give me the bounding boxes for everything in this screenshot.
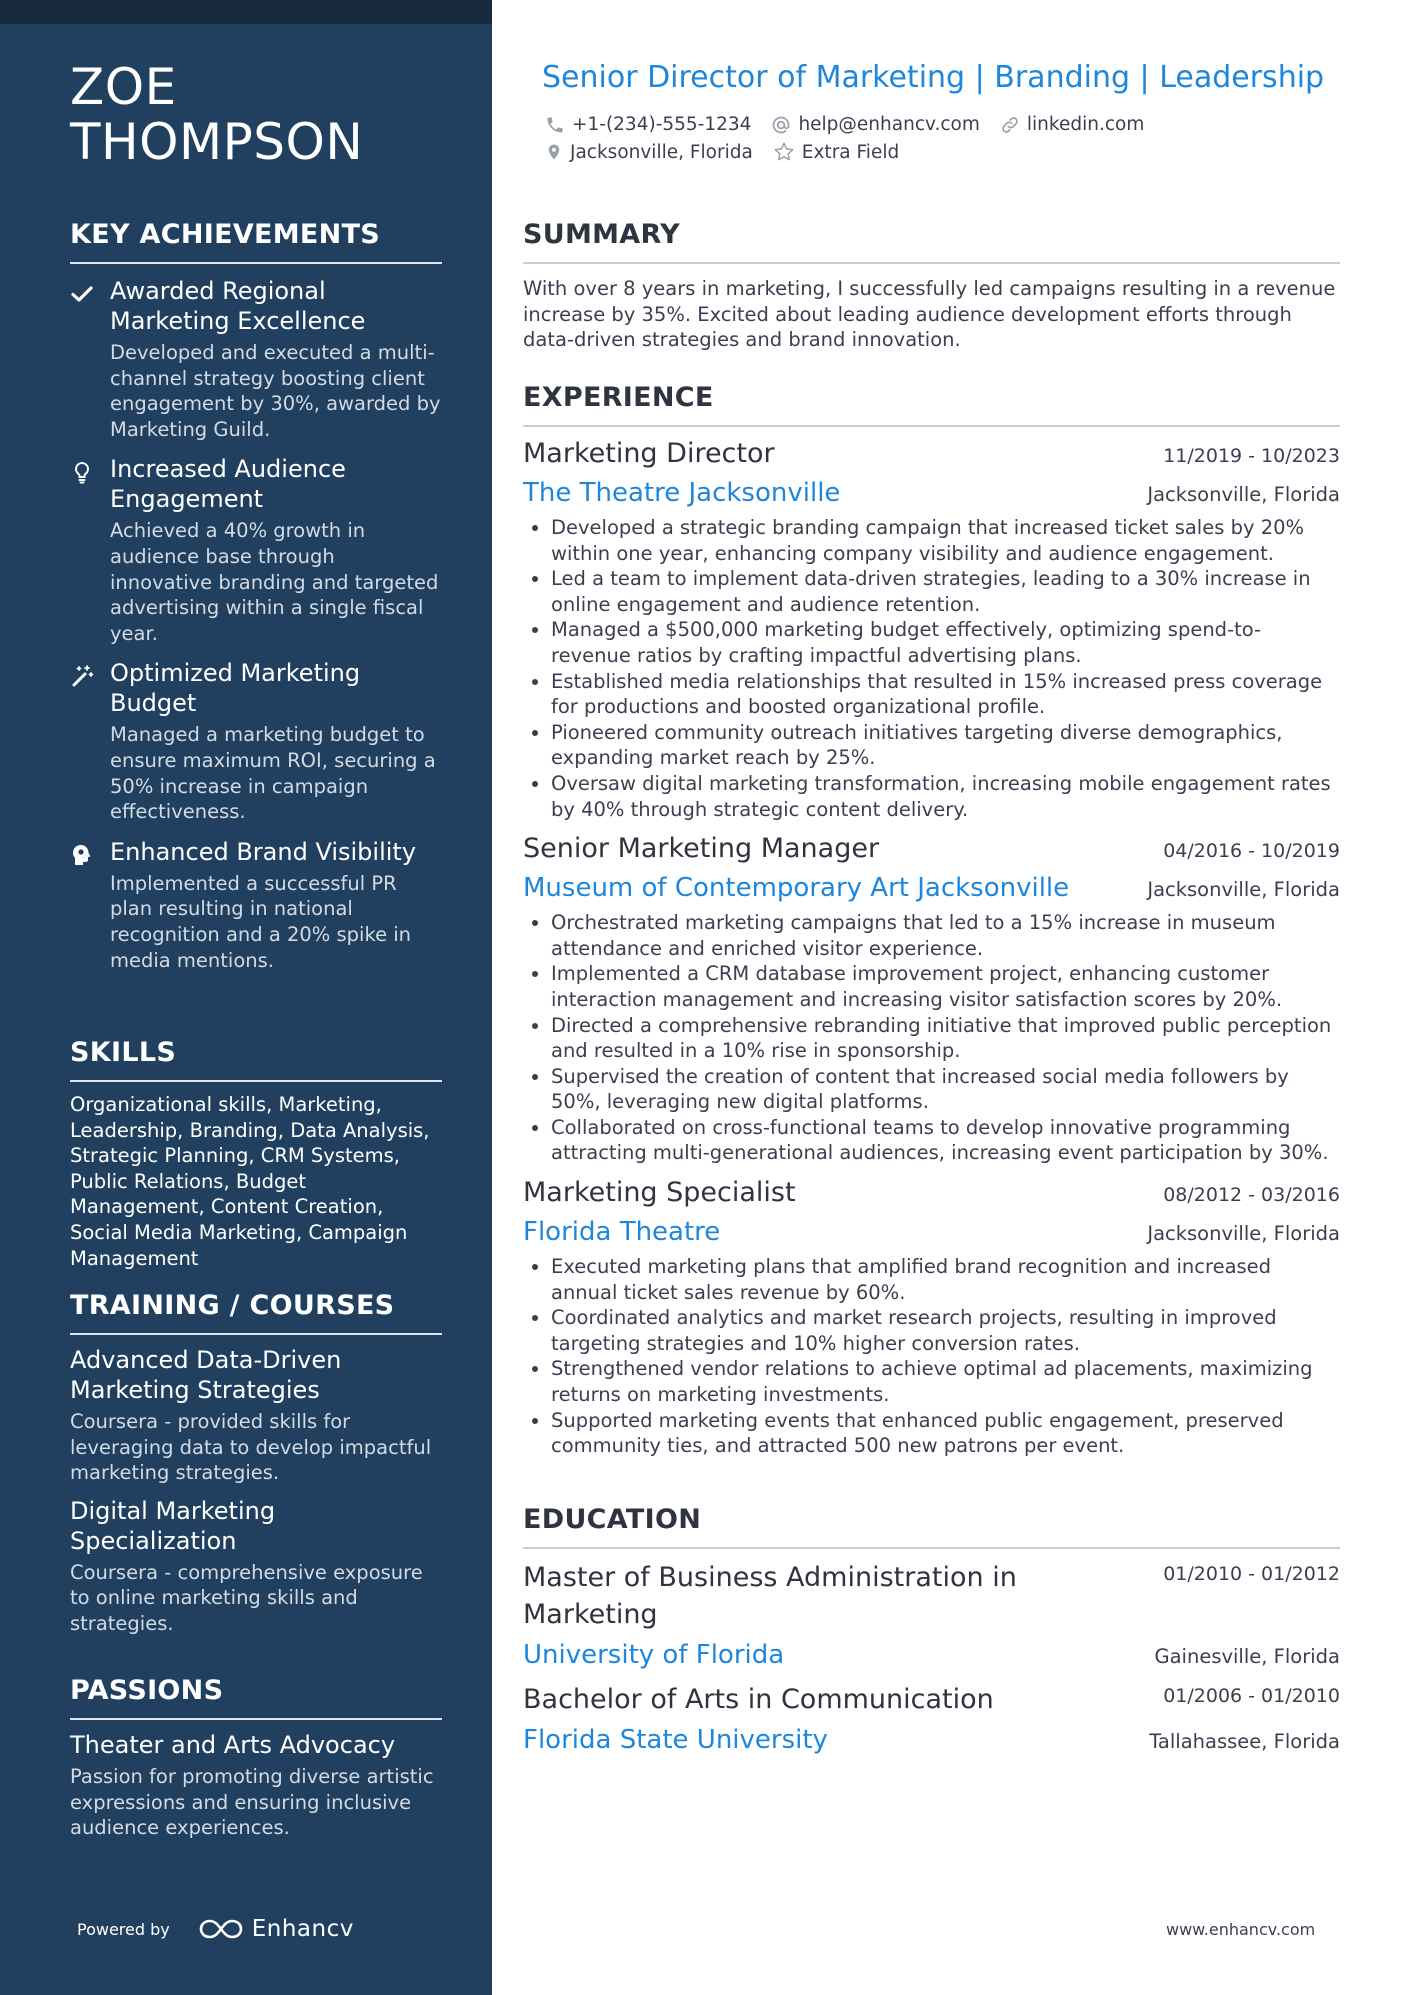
job-bullets xyxy=(523,1254,1340,1459)
achievement-title: Increased Audience Engagement xyxy=(110,455,346,514)
passion-item xyxy=(70,1730,442,1841)
degree-title: Bachelor of Arts in Communication xyxy=(523,1684,994,1715)
first-name: ZOE xyxy=(70,58,177,116)
training-section xyxy=(70,1289,442,1637)
location-text: Jacksonville, Florida xyxy=(570,141,753,163)
powered-by xyxy=(77,1914,354,1944)
achievement-description: Developed and executed a multi-channel strategy boosting client engagement by 30%, awarded by Marketing Guild. xyxy=(110,341,441,441)
contact-row-1 xyxy=(545,114,1164,135)
summary-heading: SUMMARY xyxy=(523,218,1340,264)
job-entry xyxy=(523,437,1340,822)
job-bullet: Established media relationships that resulted in 15% increased press coverage for productions and boosted organizational profile. xyxy=(523,669,1340,720)
achievement-description: Achieved a 40% growth in audience base through innovative branding and targeted advertising within a single fiscal year. xyxy=(110,519,439,645)
experience-heading: EXPERIENCE xyxy=(523,381,1340,427)
contact-email[interactable] xyxy=(771,114,979,135)
phone-icon xyxy=(545,115,565,135)
head-idea-icon xyxy=(70,843,94,867)
passion-description: Passion for promoting diverse artistic expressions and ensuring inclusive audience experiences. xyxy=(70,1765,434,1840)
achievement-title: Optimized Marketing Budget xyxy=(110,659,361,718)
achievement-item xyxy=(70,837,442,973)
education-section xyxy=(523,1503,1340,1756)
job-bullet: Pioneered community outreach initiatives targeting diverse demographics, expanding market reach by 25%. xyxy=(523,720,1340,771)
at-sign-icon xyxy=(771,115,791,135)
job-bullet: Collaborated on cross-functional teams to develop innovative programming attracting multi-generational audiences, increasing event participation by 30%. xyxy=(523,1115,1340,1166)
course-item xyxy=(70,1345,442,1486)
achievement-description: Implemented a successful PR plan resulting in national recognition and a 20% spike in media mentions. xyxy=(110,871,412,972)
email-text: help@enhancv.com xyxy=(798,114,980,135)
course-description: Coursera - comprehensive exposure to online marketing skills and strategies. xyxy=(70,1560,423,1635)
job-dates: 04/2016 - 10/2019 xyxy=(1163,840,1340,863)
achievement-item xyxy=(70,276,442,442)
education-heading: EDUCATION xyxy=(523,1503,1340,1549)
contact-row-2 xyxy=(545,141,919,163)
skills-list: Organizational skills, Marketing, Leadership, Branding, Data Analysis, Strategic Planning, CRM Systems, Public Relations, Budget Management, Content Creation, Social Media Marketing, Campaign Management xyxy=(70,1093,430,1270)
headline: Senior Director of Marketing | Branding | Leadership xyxy=(542,60,1325,95)
key-achievements-section xyxy=(70,218,442,973)
powered-by-label: Powered by xyxy=(77,1919,170,1939)
course-title: Digital Marketing Specialization xyxy=(70,1496,276,1555)
school-name: Florida State University xyxy=(523,1725,828,1755)
job-bullet: Led a team to implement data-driven strategies, leading to a 30% increase in online engagement and audience retention. xyxy=(523,566,1340,617)
passion-title: Theater and Arts Advocacy xyxy=(70,1731,396,1759)
job-bullet: Orchestrated marketing campaigns that led to a 15% increase in museum attendance and enriched visitor experience. xyxy=(523,910,1340,961)
star-icon xyxy=(773,141,795,163)
achievement-title: Enhanced Brand Visibility xyxy=(110,837,417,866)
job-bullets xyxy=(523,515,1340,822)
summary-text: With over 8 years in marketing, I successfully led campaigns resulting in a revenue increase by 35%. Excited about leading audience development efforts through data-driven strategies and brand innovation. xyxy=(523,277,1336,352)
job-location: Jacksonville, Florida xyxy=(1147,878,1340,902)
passions-section xyxy=(70,1674,442,1841)
school-name: University of Florida xyxy=(523,1640,785,1670)
job-bullet: Implemented a CRM database improvement project, enhancing customer interaction management and increasing visitor satisfaction scores by 20%. xyxy=(523,961,1340,1012)
job-bullet: Developed a strategic branding campaign that increased ticket sales by 20% within one year, enhancing company visibility and audience engagement. xyxy=(523,515,1340,566)
sidebar-top-band xyxy=(0,0,492,24)
course-title: Advanced Data-Driven Marketing Strategies xyxy=(70,1346,342,1404)
job-title: Marketing Specialist xyxy=(523,1177,796,1209)
footer-url[interactable]: www.enhancv.com xyxy=(1166,1920,1316,1939)
education-dates: 01/2006 - 01/2010 xyxy=(1163,1685,1340,1707)
passions-heading: PASSIONS xyxy=(70,1674,442,1720)
job-bullet: Supervised the creation of content that increased social media followers by 50%, leveraging new digital platforms. xyxy=(523,1064,1340,1115)
infinity-logo-icon xyxy=(198,1917,244,1941)
achievement-item xyxy=(70,454,442,646)
school-location: Gainesville, Florida xyxy=(1154,1645,1340,1668)
skills-section xyxy=(70,1036,442,1271)
lightbulb-icon xyxy=(70,460,94,484)
contact-location xyxy=(545,142,753,163)
contact-link[interactable] xyxy=(1000,114,1144,135)
job-company: Florida Theatre xyxy=(523,1217,721,1248)
summary-section xyxy=(523,218,1340,353)
phone-text: +1-(234)-555-1234 xyxy=(572,114,752,135)
check-icon xyxy=(70,282,94,306)
course-description: Coursera - provided skills for leveraging data to develop impactful marketing strategies. xyxy=(70,1410,432,1485)
contact-phone xyxy=(545,114,751,135)
job-bullet: Supported marketing events that enhanced public engagement, preserved community ties, and attracted 500 new patrons per event. xyxy=(523,1408,1340,1459)
job-location: Jacksonville, Florida xyxy=(1147,1222,1340,1246)
job-title: Senior Marketing Manager xyxy=(523,833,880,865)
location-pin-icon xyxy=(545,142,563,162)
contact-extra xyxy=(773,141,899,163)
degree-title: Master of Business Administration in Marketing xyxy=(523,1562,1017,1630)
skills-heading: SKILLS xyxy=(70,1036,442,1082)
candidate-name xyxy=(70,60,470,170)
job-bullet: Coordinated analytics and market research projects, resulting in improved targeting strategies and 10% higher conversion rates. xyxy=(523,1305,1340,1356)
job-entry xyxy=(523,832,1340,1166)
job-company: The Theatre Jacksonville xyxy=(523,478,841,508)
enhancv-brand-name: Enhancv xyxy=(251,1916,354,1942)
school-location: Tallahassee, Florida xyxy=(1149,1730,1340,1753)
education-entry xyxy=(523,1559,1340,1671)
job-location: Jacksonville, Florida xyxy=(1147,483,1340,506)
job-bullet: Managed a $500,000 marketing budget effectively, optimizing spend-to-revenue ratios by crafting impactful advertising plans. xyxy=(523,617,1340,668)
last-name: THOMPSON xyxy=(70,113,364,171)
link-icon xyxy=(1000,115,1020,135)
job-bullets xyxy=(523,910,1340,1166)
job-bullet: Strengthened vendor relations to achieve optimal ad placements, maximizing returns on marketing investments. xyxy=(523,1356,1340,1407)
job-entry xyxy=(523,1176,1340,1459)
key-achievements-heading: KEY ACHIEVEMENTS xyxy=(70,218,442,264)
achievement-item xyxy=(70,658,442,824)
training-heading: TRAINING / COURSES xyxy=(70,1289,442,1335)
extra-field-text: Extra Field xyxy=(801,141,900,163)
magic-wand-icon xyxy=(70,664,94,688)
experience-section xyxy=(523,381,1340,1459)
education-dates: 01/2010 - 01/2012 xyxy=(1163,1563,1340,1585)
sidebar xyxy=(0,0,492,1995)
job-bullet: Directed a comprehensive rebranding initiative that improved public perception and resulted in a 10% rise in sponsorship. xyxy=(523,1013,1340,1064)
job-bullet: Executed marketing plans that amplified brand recognition and increased annual ticket sales revenue by 60%. xyxy=(523,1254,1340,1305)
job-dates: 08/2012 - 03/2016 xyxy=(1163,1184,1340,1207)
job-company: Museum of Contemporary Art Jacksonville xyxy=(523,873,1070,904)
education-entry xyxy=(523,1681,1340,1756)
course-item xyxy=(70,1496,442,1637)
job-bullet: Oversaw digital marketing transformation, increasing mobile engagement rates by 40% through strategic content delivery. xyxy=(523,771,1340,822)
achievement-description: Managed a marketing budget to ensure maximum ROI, securing a 50% increase in campaign effectiveness. xyxy=(110,723,436,824)
job-dates: 11/2019 - 10/2023 xyxy=(1163,445,1340,467)
enhancv-logo[interactable] xyxy=(198,1916,354,1942)
achievement-title: Awarded Regional Marketing Excellence xyxy=(110,277,366,335)
job-title: Marketing Director xyxy=(523,438,775,469)
link-text: linkedin.com xyxy=(1026,114,1145,135)
